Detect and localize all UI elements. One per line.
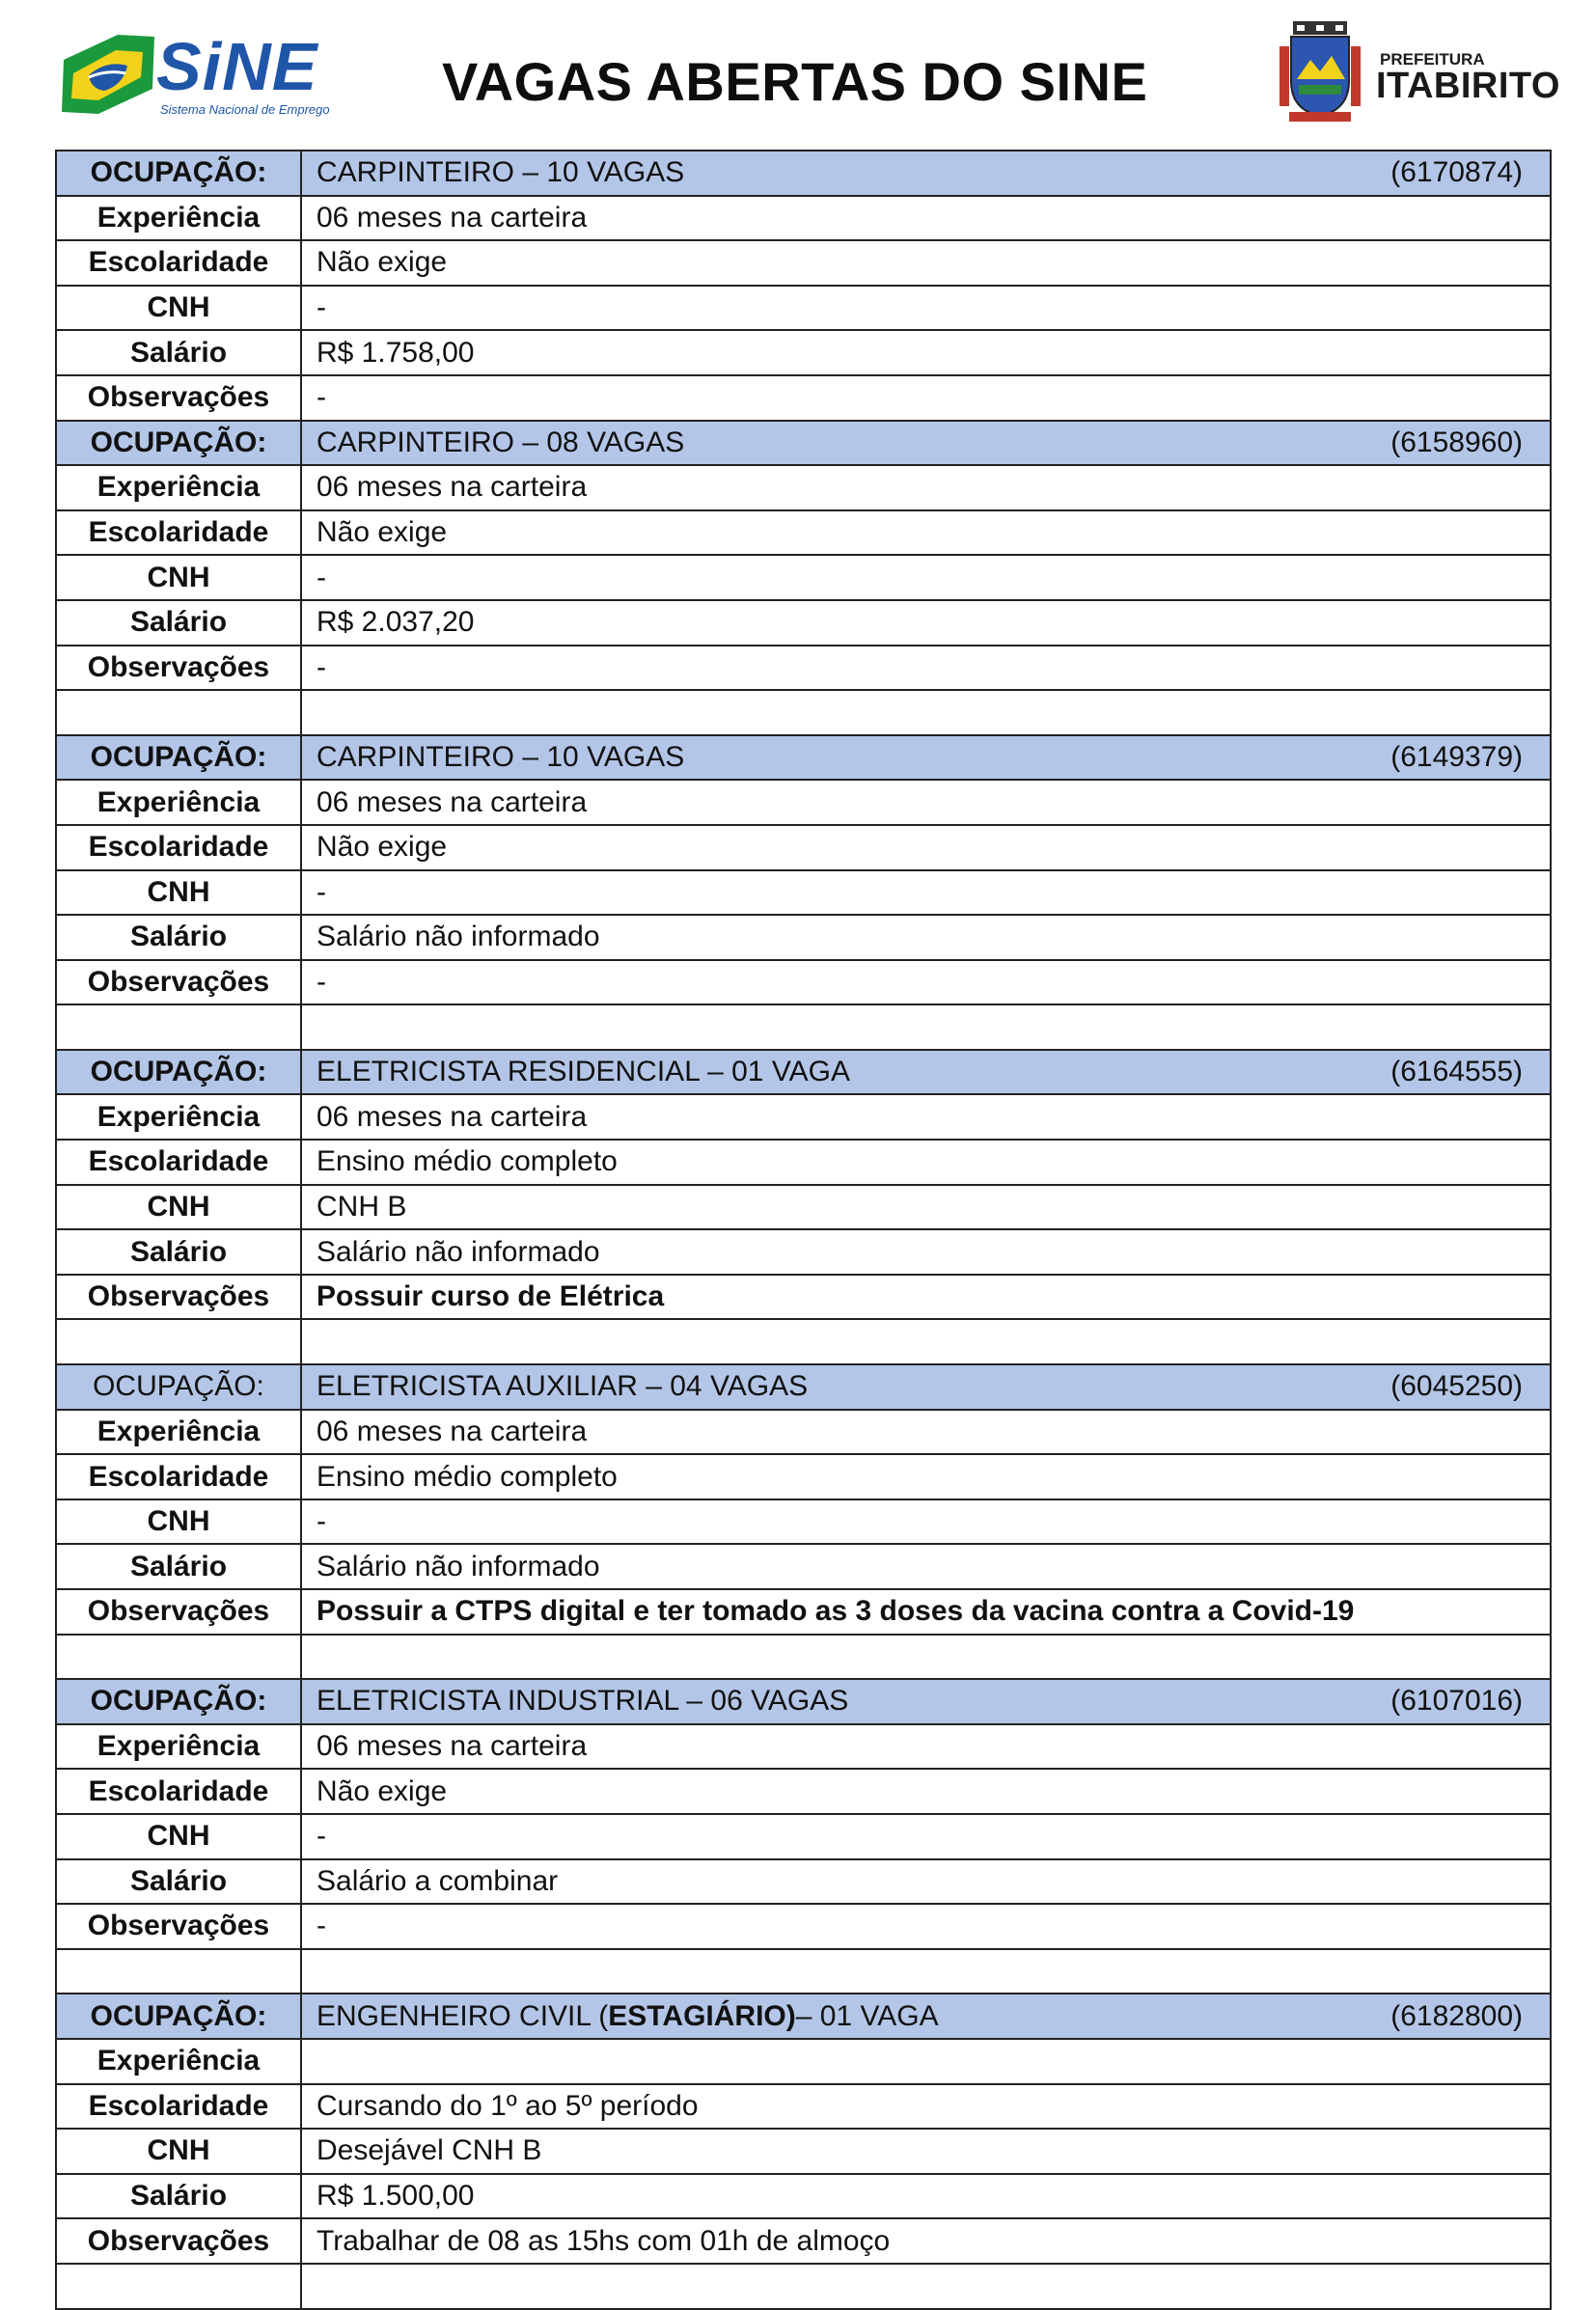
occupation-row (56, 1994, 1551, 2039)
salary-value: Salário não informado (301, 1229, 1551, 1275)
license-row (56, 1185, 1551, 1230)
notes-label: Observações (56, 1275, 301, 1320)
spacer-cell (301, 2264, 1551, 2309)
education-label: Escolaridade (56, 240, 301, 286)
spacer-cell (301, 1949, 1551, 1994)
prefeitura-logo (1272, 21, 1560, 127)
license-label: CNH (56, 1499, 301, 1545)
experience-label: Experiência (56, 780, 301, 825)
salary-value: Salário a combinar (301, 1859, 1551, 1905)
experience-row (56, 196, 1551, 241)
occupation-value (301, 1050, 1551, 1095)
occupation-row (56, 1679, 1551, 1724)
occupation-label: OCUPAÇÃO: (56, 1050, 301, 1095)
spacer-row (56, 1004, 1551, 1050)
education-value: Não exige (301, 825, 1551, 870)
license-row (56, 2129, 1551, 2174)
notes-label: Observações (56, 375, 301, 421)
sine-logo (60, 31, 340, 120)
salary-label: Salário (56, 1229, 301, 1275)
experience-value: 06 meses na carteira (301, 1094, 1551, 1140)
license-label: CNH (56, 555, 301, 600)
job-code: (6182800) (1390, 1999, 1523, 2032)
experience-value (301, 2039, 1551, 2084)
notes-row (56, 375, 1551, 421)
occupation-label: OCUPAÇÃO: (56, 1364, 301, 1410)
experience-label: Experiência (56, 465, 301, 510)
job-title: CARPINTEIRO – 08 VAGAS (316, 426, 685, 458)
salary-row (56, 915, 1551, 960)
salary-row (56, 2174, 1551, 2219)
notes-label: Observações (56, 2218, 301, 2264)
spacer-row (56, 1635, 1551, 1680)
education-value: Não exige (301, 510, 1551, 556)
education-value: Cursando do 1º ao 5º período (301, 2084, 1551, 2130)
job-code: (6045250) (1390, 1370, 1523, 1403)
job-code: (6107016) (1390, 1685, 1523, 1718)
spacer-cell (56, 1319, 301, 1364)
occupation-row (56, 1364, 1551, 1410)
salary-label: Salário (56, 1859, 301, 1905)
education-row (56, 240, 1551, 286)
spacer-row (56, 1319, 1551, 1364)
education-label: Escolaridade (56, 510, 301, 556)
occupation-label: OCUPAÇÃO: (56, 735, 301, 781)
education-row (56, 825, 1551, 870)
education-value: Não exige (301, 240, 1551, 286)
license-value: - (301, 1814, 1551, 1859)
occupation-row (56, 151, 1551, 196)
experience-row (56, 465, 1551, 510)
experience-value: 06 meses na carteira (301, 1410, 1551, 1455)
notes-row (56, 1275, 1551, 1320)
job-title: CARPINTEIRO – 10 VAGAS (316, 156, 685, 189)
occupation-label: OCUPAÇÃO: (56, 1994, 301, 2039)
city-name: ITABIRITO (1376, 66, 1560, 106)
spacer-cell (301, 690, 1551, 735)
license-label: CNH (56, 2129, 301, 2174)
occupation-value (301, 1364, 1551, 1410)
spacer-cell (56, 1004, 301, 1050)
job-code: (6164555) (1390, 1056, 1523, 1088)
notes-label: Observações (56, 1904, 301, 1949)
prefeitura-label: PREFEITURA (1380, 50, 1485, 69)
notes-row (56, 960, 1551, 1005)
experience-label: Experiência (56, 1094, 301, 1140)
education-value: Ensino médio completo (301, 1454, 1551, 1499)
salary-row (56, 600, 1551, 646)
education-label: Escolaridade (56, 825, 301, 870)
spacer-row (56, 2264, 1551, 2309)
experience-row (56, 2039, 1551, 2084)
notes-label: Observações (56, 1589, 301, 1635)
license-label: CNH (56, 870, 301, 916)
job-title (316, 2000, 939, 2032)
occupation-value (301, 735, 1551, 781)
salary-row (56, 1544, 1551, 1589)
occupation-label: OCUPAÇÃO: (56, 421, 301, 466)
page-header (0, 0, 1596, 145)
notes-value: - (301, 375, 1551, 421)
job-title: ELETRICISTA AUXILIAR – 04 VAGAS (316, 1370, 809, 1403)
spacer-cell (56, 1635, 301, 1680)
spacer-cell (301, 1319, 1551, 1364)
spacer-cell (56, 2264, 301, 2309)
job-code: (6170874) (1390, 156, 1523, 189)
occupation-value (301, 421, 1551, 466)
salary-value: Salário não informado (301, 915, 1551, 960)
occupation-row (56, 735, 1551, 781)
occupation-row (56, 421, 1551, 466)
education-label: Escolaridade (56, 1454, 301, 1499)
license-value: - (301, 870, 1551, 916)
job-title: ELETRICISTA INDUSTRIAL – 06 VAGAS (316, 1685, 849, 1718)
salary-value: R$ 1.500,00 (301, 2174, 1551, 2219)
occupation-label: OCUPAÇÃO: (56, 151, 301, 196)
experience-value: 06 meses na carteira (301, 465, 1551, 510)
notes-label: Observações (56, 960, 301, 1005)
experience-label: Experiência (56, 196, 301, 241)
education-row (56, 2084, 1551, 2130)
salary-value: R$ 1.758,00 (301, 330, 1551, 375)
education-value: Não exige (301, 1769, 1551, 1814)
experience-label: Experiência (56, 2039, 301, 2084)
notes-value: - (301, 646, 1551, 691)
license-value: - (301, 286, 1551, 331)
education-value: Ensino médio completo (301, 1140, 1551, 1185)
salary-label: Salário (56, 1544, 301, 1589)
salary-row (56, 1859, 1551, 1905)
education-row (56, 1769, 1551, 1814)
notes-value: Possuir a CTPS digital e ter tomado as 3 doses da vacina contra a Covid-19 (301, 1589, 1551, 1635)
job-title: CARPINTEIRO – 10 VAGAS (316, 741, 685, 774)
job-title-bold: ESTAGIÁRIO) (608, 1999, 796, 2032)
spacer-row (56, 690, 1551, 735)
experience-label: Experiência (56, 1410, 301, 1455)
salary-label: Salário (56, 915, 301, 960)
job-code: (6158960) (1390, 426, 1523, 458)
occupation-row (56, 1050, 1551, 1095)
notes-row (56, 1904, 1551, 1949)
salary-value: R$ 2.037,20 (301, 600, 1551, 646)
license-row (56, 555, 1551, 600)
salary-value: Salário não informado (301, 1544, 1551, 1589)
license-row (56, 1499, 1551, 1545)
license-value: - (301, 555, 1551, 600)
license-value: Desejável CNH B (301, 2129, 1551, 2174)
license-label: CNH (56, 1814, 301, 1859)
occupation-label: OCUPAÇÃO: (56, 1679, 301, 1724)
spacer-cell (56, 1949, 301, 1994)
notes-value: Possuir curso de Elétrica (301, 1275, 1551, 1320)
experience-label: Experiência (56, 1724, 301, 1770)
salary-label: Salário (56, 2174, 301, 2219)
license-row (56, 286, 1551, 331)
experience-value: 06 meses na carteira (301, 1724, 1551, 1770)
education-row (56, 510, 1551, 556)
experience-row (56, 1410, 1551, 1455)
education-label: Escolaridade (56, 1769, 301, 1814)
spacer-row (56, 1949, 1551, 1994)
education-row (56, 1140, 1551, 1185)
license-label: CNH (56, 1185, 301, 1230)
experience-value: 06 meses na carteira (301, 196, 1551, 241)
occupation-value (301, 1994, 1551, 2039)
occupation-value (301, 151, 1551, 196)
notes-label: Observações (56, 646, 301, 691)
license-row (56, 1814, 1551, 1859)
education-label: Escolaridade (56, 2084, 301, 2130)
notes-value: Trabalhar de 08 as 15hs com 01h de almoço (301, 2218, 1551, 2264)
notes-row (56, 1589, 1551, 1635)
job-title-prefix: ENGENHEIRO CIVIL ( (316, 1999, 609, 2032)
spacer-cell (56, 690, 301, 735)
job-code: (6149379) (1390, 741, 1523, 774)
sine-logo-subtitle: Sistema Nacional de Emprego (160, 102, 330, 117)
page-title: VAGAS ABERTAS DO SINE (442, 51, 1148, 112)
education-label: Escolaridade (56, 1140, 301, 1185)
license-value: - (301, 1499, 1551, 1545)
spacer-cell (301, 1635, 1551, 1680)
experience-value: 06 meses na carteira (301, 780, 1551, 825)
education-row (56, 1454, 1551, 1499)
jobs-table (55, 150, 1552, 2310)
spacer-cell (301, 1004, 1551, 1050)
license-label: CNH (56, 286, 301, 331)
sine-logo-text: SiNE (156, 29, 318, 104)
occupation-value (301, 1679, 1551, 1724)
job-title: ELETRICISTA RESIDENCIAL – 01 VAGA (316, 1056, 850, 1088)
salary-label: Salário (56, 600, 301, 646)
job-title-suffix: – 01 VAGA (795, 1999, 939, 2032)
salary-row (56, 330, 1551, 375)
notes-value: - (301, 1904, 1551, 1949)
salary-row (56, 1229, 1551, 1275)
notes-value: - (301, 960, 1551, 1005)
experience-row (56, 780, 1551, 825)
city-crest-icon (1272, 21, 1368, 125)
experience-row (56, 1094, 1551, 1140)
experience-row (56, 1724, 1551, 1770)
salary-label: Salário (56, 330, 301, 375)
notes-row (56, 646, 1551, 691)
sine-flag-icon (60, 31, 156, 120)
license-value: CNH B (301, 1185, 1551, 1230)
license-row (56, 870, 1551, 916)
